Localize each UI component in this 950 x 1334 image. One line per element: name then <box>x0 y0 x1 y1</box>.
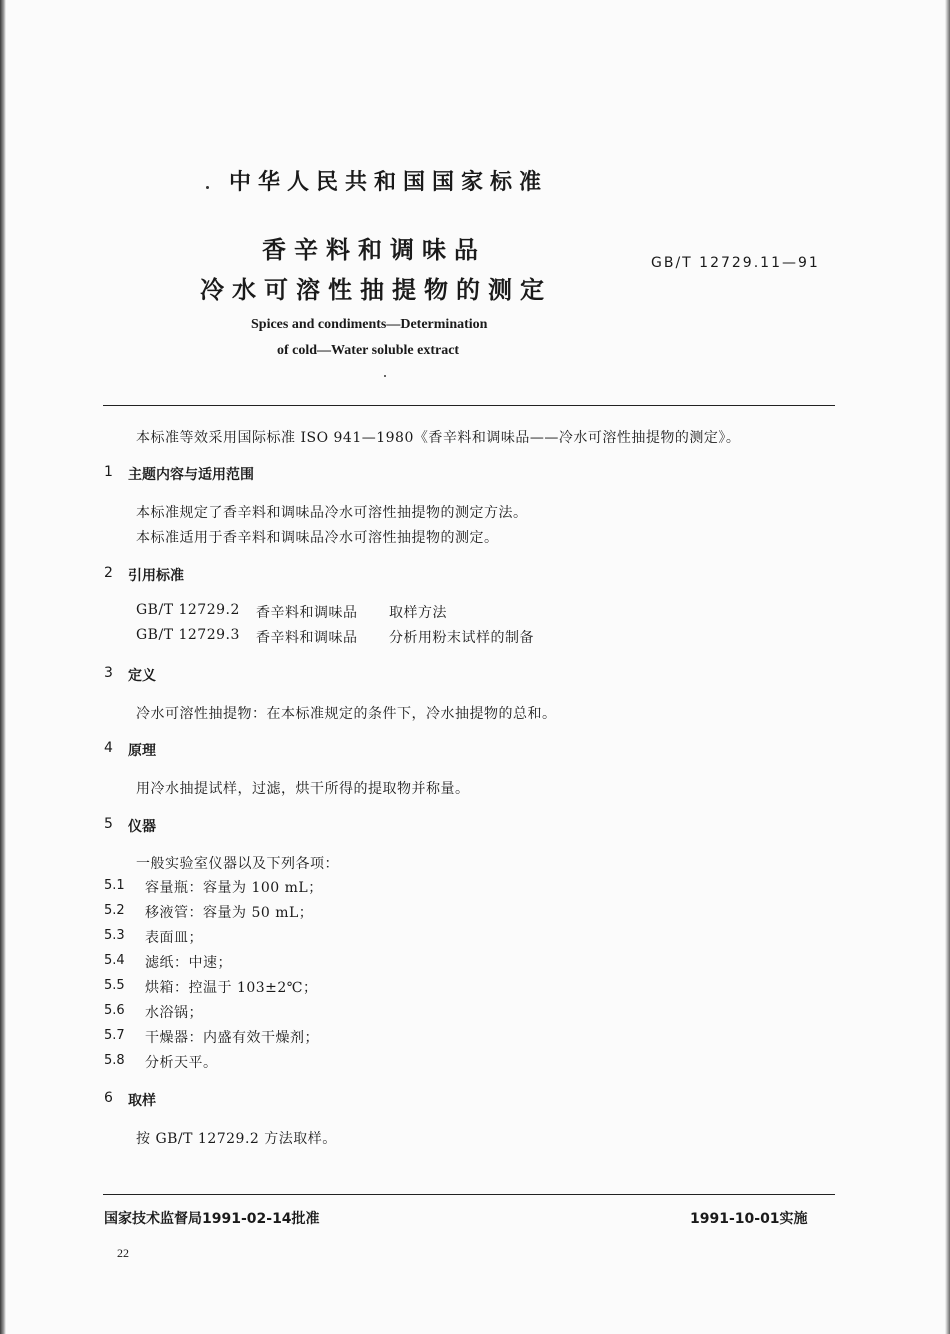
section-title: 取样 <box>128 1093 156 1109</box>
reference-category: 香辛料和调味品 <box>256 630 358 646</box>
approval-date: 国家技术监督局1991-02-14批准 <box>104 1211 320 1227</box>
section-number: 2 <box>104 565 113 581</box>
title-en-line1: Spices and condiments—Determination <box>251 317 488 332</box>
scan-edge <box>945 0 950 1334</box>
page-number: 22 <box>117 1246 129 1260</box>
item-number: 5.5 <box>104 978 125 993</box>
item-text: 容量瓶：容量为 100 mL； <box>145 880 323 896</box>
section-title: 仪器 <box>128 819 156 835</box>
item-number: 5.1 <box>104 878 125 893</box>
item-text: 烘箱：控温于 103±2℃； <box>145 980 318 996</box>
title-en-line2: of cold—Water soluble extract <box>277 343 460 358</box>
section-paragraph: 本标准规定了香辛料和调味品冷水可溶性抽提物的测定方法。 <box>136 505 528 521</box>
section-number: 1 <box>104 464 113 480</box>
reference-code: GB/T 12729.3 <box>136 627 240 643</box>
item-text: 滤纸：中速； <box>145 955 232 971</box>
item-number: 5.6 <box>104 1003 125 1018</box>
reference-name: 取样方法 <box>389 605 447 621</box>
section-title: 定义 <box>128 668 156 684</box>
section-number: 5 <box>104 816 113 832</box>
reference-code: GB/T 12729.2 <box>136 602 240 618</box>
scan-edge <box>0 0 6 1334</box>
implementation-date: 1991-10-01实施 <box>690 1211 808 1227</box>
item-text: 移液管：容量为 50 mL； <box>145 905 314 921</box>
national-standard-heading: 中华人民共和国国家标准 <box>229 170 549 195</box>
item-number: 5.4 <box>104 953 125 968</box>
item-number: 5.3 <box>104 928 125 943</box>
reference-name: 分析用粉末试样的制备 <box>389 630 534 646</box>
section-title: 主题内容与适用范围 <box>128 467 254 483</box>
section-paragraph: 按 GB/T 12729.2 方法取样。 <box>136 1131 337 1147</box>
item-number: 5.7 <box>104 1028 125 1043</box>
intro-paragraph: 本标准等效采用国际标准 ISO 941—1980《香辛料和调味品——冷水可溶性抽提物的测定》。 <box>136 430 741 446</box>
item-text: 表面皿； <box>145 930 203 946</box>
title-cn-line2: 冷水可溶性抽提物的测定 <box>200 276 552 304</box>
section-paragraph: 用冷水抽提试样，过滤，烘干所得的提取物并称量。 <box>136 781 470 797</box>
scan-speck <box>206 186 209 189</box>
standard-code: GB/T 12729.11—91 <box>651 255 820 271</box>
item-text: 干燥器：内盛有效干燥剂； <box>145 1030 319 1046</box>
section-paragraph: 冷水可溶性抽提物：在本标准规定的条件下，冷水抽提物的总和。 <box>136 706 557 722</box>
reference-category: 香辛料和调味品 <box>256 605 358 621</box>
section-number: 4 <box>104 740 113 756</box>
section-lead: 一般实验室仪器以及下列各项： <box>136 856 339 872</box>
footer-divider <box>103 1194 835 1195</box>
item-text: 水浴锅； <box>145 1005 203 1021</box>
section-title: 原理 <box>128 743 156 759</box>
title-cn-line1: 香辛料和调味品 <box>262 236 486 264</box>
section-title: 引用标准 <box>128 568 184 584</box>
item-number: 5.2 <box>104 903 125 918</box>
scan-speck <box>384 375 386 377</box>
section-number: 6 <box>104 1090 113 1106</box>
item-text: 分析天平。 <box>145 1055 218 1071</box>
header-divider <box>103 405 835 406</box>
section-paragraph: 本标准适用于香辛料和调味品冷水可溶性抽提物的测定。 <box>136 530 499 546</box>
section-number: 3 <box>104 665 113 681</box>
item-number: 5.8 <box>104 1053 125 1068</box>
